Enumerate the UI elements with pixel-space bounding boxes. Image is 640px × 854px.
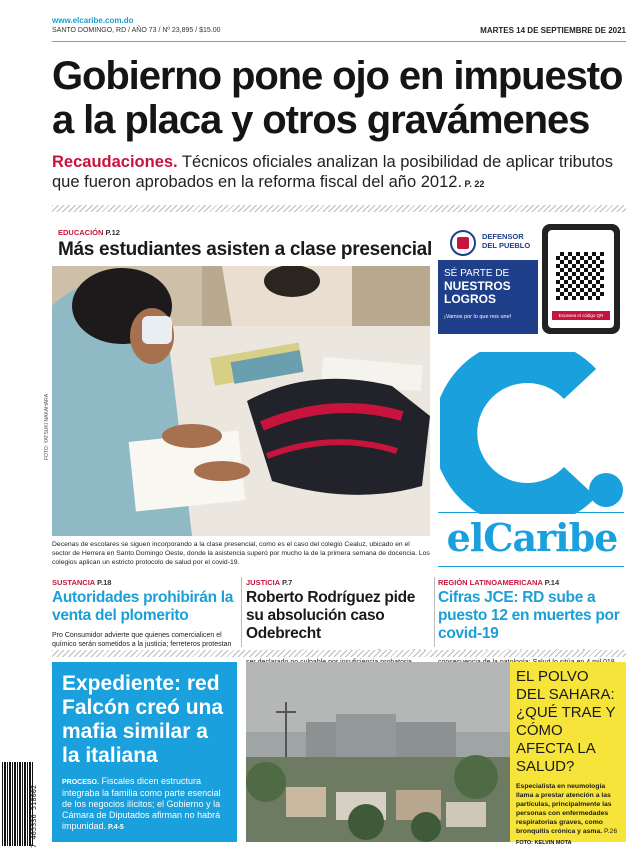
story-region-headline: Cifras JCE: RD sube a puesto 12 en muertes por covid-19 [438,589,620,642]
issue-date: MARTES 14 DE SEPTIEMBRE DE 2021 [480,26,626,35]
story-sustancia-page: P.18 [94,578,112,587]
sahara-photo-credit: FOTO: KELVIN MOTA [516,840,572,846]
story-region-kicker [438,578,626,587]
sahara-text: Especialista en neumología llama a prestar atención a las partículas, principalmente las personas con enfermedades respiratorias graves, como bronquitis crónica y asma. [516,783,612,835]
sahara-dust-photo [246,662,510,842]
education-section: EDUCACIÓN [58,228,104,237]
expediente-kicker: PROCESO. [62,779,99,786]
story-region-page: P.14 [542,578,560,587]
classroom-photo [52,266,430,536]
education-kicker [58,228,120,237]
story-justicia-kicker [246,578,432,587]
expediente-box[interactable] [52,662,237,842]
ad-org-line1: DEFENSOR [482,232,524,241]
defensor-del-pueblo-ad[interactable] [438,222,622,337]
defensor-logo-icon [450,230,476,256]
phone-icon [542,224,620,334]
qr-code-icon[interactable] [556,252,604,300]
education-headline: Más estudiantes asisten a clase presencial [58,239,432,260]
hazy-city-illustration [246,662,510,842]
lead-headline [52,54,626,142]
lead-kicker: Recaudaciones. [52,153,178,171]
story-sustancia-headline: Autoridades prohibirán la venta del plomerito [52,589,234,624]
logo-divider-top [438,512,624,513]
ad-line2: NUESTROS [444,279,511,293]
story-sustancia-section: SUSTANCIA [52,578,95,587]
site-url[interactable]: www.elcaribe.com.do [52,16,134,25]
edition-meta: SANTO DOMINGO, RD / AÑO 73 / Nº 23,895 / $15.00 [52,27,221,34]
ad-org-line2: DEL PUEBLO [482,241,531,250]
lead-page-ref: P. 22 [462,179,485,189]
classroom-photo-illustration [52,266,430,536]
section-divider [52,650,626,657]
story-justicia-headline: Roberto Rodríguez pide su absolución caso Odebrecht [246,589,416,642]
ad-line1: SÉ PARTE DE [444,268,510,279]
story-region-section: REGIÓN LATINOAMERICANA [438,578,543,587]
column-divider [434,577,435,647]
sahara-page: P.26 [602,828,618,835]
elcaribe-c-logo-icon [440,352,624,514]
masthead-bar [52,16,626,40]
masthead-divider [52,41,626,42]
ad-line3: LOGROS [444,292,497,306]
lead-headline-line2: a la placa y otros gravámenes [52,98,590,142]
lead-headline-line1: Gobierno pone ojo en impuesto [52,54,623,98]
barcode-number: 7 465336 518002 [30,784,38,848]
phone-screen [548,230,614,328]
ad-tagline: ¡Vamos por lo que nos une! [444,314,512,320]
section-divider [52,205,626,212]
lead-deck [52,152,626,194]
story-justicia-section: JUSTICIA [246,578,280,587]
sahara-headline: EL POLVO DEL SAHARA: ¿QUÉ TRAE Y CÓMO AFECTA LA SALUD? [516,668,616,775]
story-sustancia[interactable] [52,578,238,649]
expediente-body [62,776,227,833]
logo-divider-bottom [438,566,624,567]
sahara-body [516,782,620,836]
expediente-headline: Expediente: red Falcón creó una mafia similar a la italiana [62,672,224,767]
expediente-text: Fiscales dicen estructura integraba la familia como parte esencial de los negocios ilícitos; el Gobierno y la Cámara de Diputados afirman no habrá impunidad. [62,776,221,831]
ad-message-panel [438,260,538,334]
expediente-page: P.4-5 [106,824,124,831]
lead-deck-text: Técnicos oficiales analizan la posibilidad de aplicar tributos que fueron aprobados en la reforma fiscal del año 2012. [52,153,613,191]
story-sustancia-kicker [52,578,238,587]
elcaribe-wordmark: elCaribe [446,515,618,560]
ad-scan-label: Escanea el código QR [552,311,610,320]
education-page: P.12 [103,228,120,237]
story-sustancia-body: Pro Consumidor advierte que quienes comercialicen el químico serán sometidos a la justicia; ferreteros protestan [52,632,232,648]
photo-credit: FOTO: YATSUKI NAKAHARA [44,393,50,460]
education-caption: Decenas de escolares se siguen incorporando a la clase presencial, como es el caso del colegio Cealuz, ubicado en el sector de Herrera en Santo Domingo Oeste, donde la asistencia superó por mucho la de la primera semana de docencia. Los colegios aplican un estricto protocolo de salud por el covid-19. [52,541,430,566]
story-justicia-page: P.7 [279,578,293,587]
ad-org-name [482,232,530,250]
column-divider [241,577,242,647]
sahara-dust-box[interactable] [510,662,626,846]
